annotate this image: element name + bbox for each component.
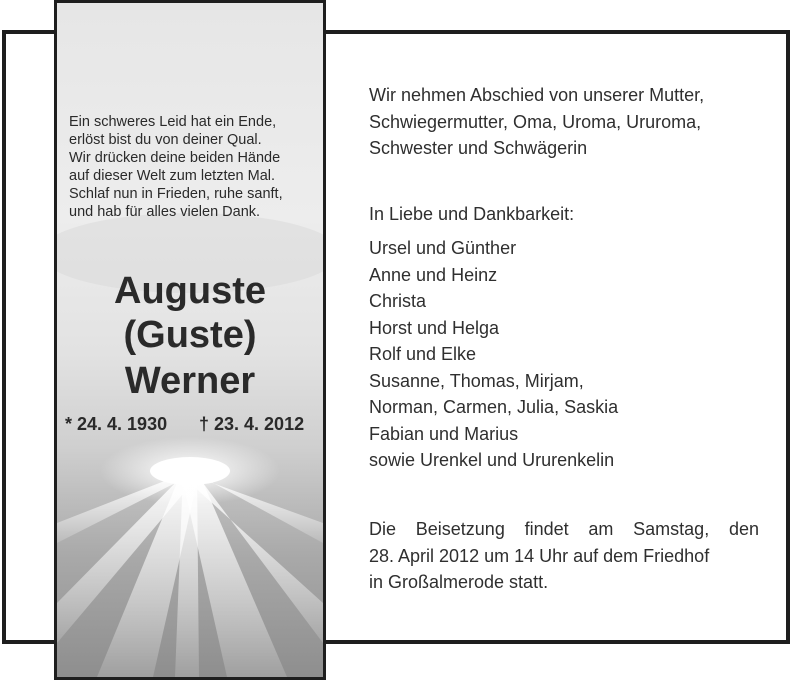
family-member: Susanne, Thomas, Mirjam, [369,370,584,391]
poem-line: Schlaf nun in Frieden, ruhe sanft, [69,186,283,202]
family-member: Christa [369,291,427,311]
dedication-line [369,201,759,228]
deceased-nickname: (Guste) [123,314,257,356]
intro-line: Schwester und Schwägerin [369,138,588,158]
memorial-poem [69,113,319,221]
dedication-text: In Liebe und Dankbarkeit: [369,204,575,224]
family-member: Rolf und Elke [369,344,477,364]
funeral-line: in Großalmerode statt. [369,572,549,592]
poem-line: Wir drücken deine beiden Hände [69,150,281,166]
family-member: Anne und Heinz [369,264,498,285]
farewell-intro [369,82,759,162]
poem-line: auf dieser Welt zum letzten Mal. [69,168,276,184]
intro-line: Wir nehmen Abschied von unserer Mutter, [369,85,705,105]
funeral-line: Die Beisetzung findet am Samstag, den [369,519,759,539]
funeral-line: 28. April 2012 um 14 Uhr auf dem Friedhof [369,545,710,566]
death-date: † 23. 4. 2012 [199,414,305,434]
family-list [369,235,759,474]
deceased-last-name: Werner [124,360,256,402]
birth-date: * 24. 4. 1930 [65,414,168,434]
family-member: sowie Urenkel und Ururenkelin [369,450,615,470]
family-member: Horst und Helga [369,317,500,338]
intro-line: Schwiegermutter, Oma, Uroma, Ururoma, [369,111,702,132]
funeral-info [369,516,759,596]
family-member: Norman, Carmen, Julia, Saskia [369,397,619,417]
poem-line: Ein schweres Leid hat ein Ende, [69,114,277,130]
deceased-first-name: Auguste [114,270,266,312]
family-member: Fabian und Marius [369,423,519,444]
poem-line: erlöst bist du von deiner Qual. [69,132,262,148]
family-member: Ursel und Günther [369,238,517,258]
memorial-panel [54,0,326,680]
poem-line: und hab für alles vielen Dank. [69,204,261,220]
